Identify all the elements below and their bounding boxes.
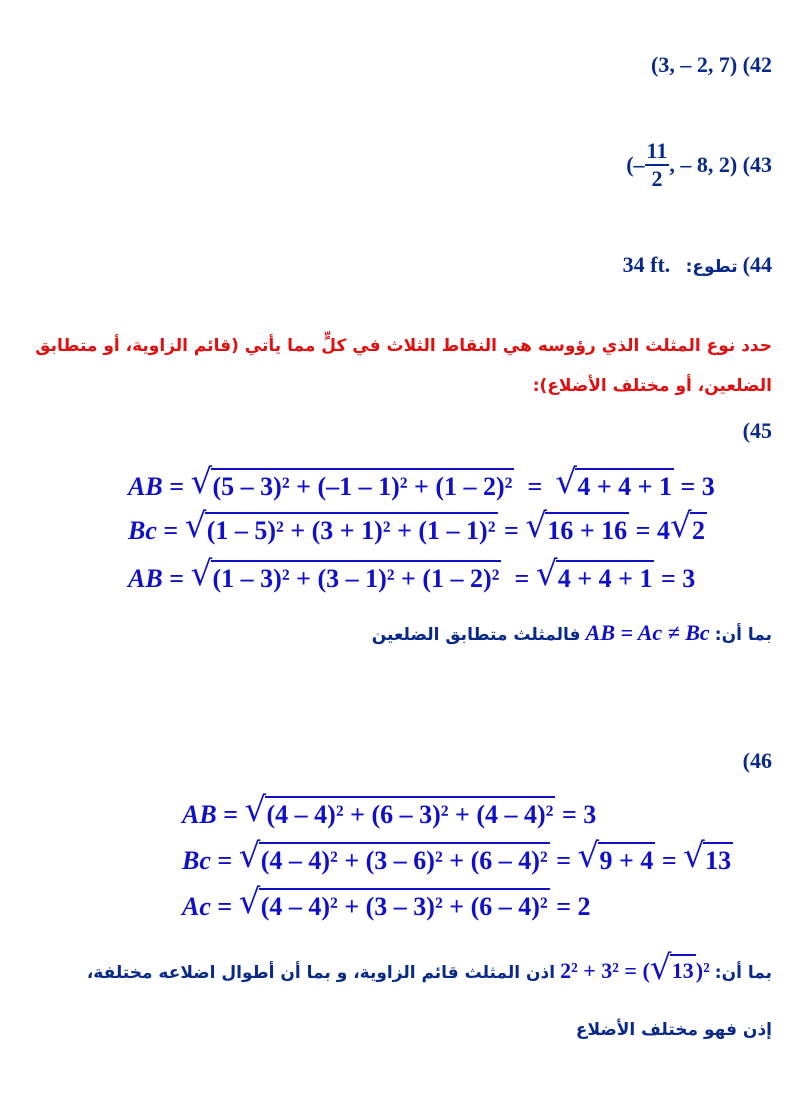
item-42 (651, 52, 772, 78)
answer-44: 34 ft. (622, 252, 671, 277)
q46-equation-3: Ac = √ (4 – 4)² + (3 – 3)² + (6 – 4)² = 2 (182, 888, 591, 922)
answer-42: (3, – 2, 7) (651, 52, 738, 77)
instruction-line-1: حدد نوع المثلث الذي رؤوسه هي النقاط الثلاث في كلٍّ مما يأتي (قائم الزاوية، أو متطابق (35, 336, 772, 356)
number-46: (46 (742, 748, 772, 773)
item-44 (623, 252, 772, 278)
fraction-11-over-2: $\frac{11}{2}$ (646, 138, 668, 191)
instruction-line-2: الضلعين، أو مختلف الأضلاع): (532, 376, 772, 396)
number-42: (42 (742, 52, 772, 77)
q45-equation-1: AB = √ (5 – 3)² + (–1 – 1)² + (1 – 2)² = √ 4 + 4 + 1 = 3 (128, 468, 715, 502)
item-43 (626, 140, 772, 190)
label-44: تطوع: (685, 257, 738, 277)
number-45: (45 (742, 418, 772, 443)
q45-equation-3: AB = √ (1 – 3)² + (3 – 1)² + (1 – 2)² = √ 4 + 4 + 1 = 3 (128, 560, 695, 594)
q46-conclusion: بما أن: 2² + 3² = (√ 13)² اذن المثلث قائم الزاوية، و بما أن أطوال اضلاعه مختلفة، (87, 954, 772, 984)
q46-equation-2: Bc = √ (4 – 4)² + (3 – 6)² + (6 – 4)² = √ 9 + 4 = √ 13 (182, 842, 733, 876)
q45-equation-2: Bc = √ (1 – 5)² + (3 + 1)² + (1 – 1)² = √ 16 + 16 = 4√ 2 (128, 512, 707, 546)
q46-equation-1: AB = √ (4 – 4)² + (6 – 3)² + (4 – 4)² = 3 (182, 796, 596, 830)
answer-43-prefix: (– (626, 152, 645, 177)
number-43: (43 (742, 152, 772, 177)
answer-43-suffix: , – 8, 2) (669, 152, 738, 177)
number-44: 44) (742, 252, 772, 277)
q46-final: إذن فهو مختلف الأضلاع (575, 1020, 772, 1040)
q45-conclusion: بما أن: AB = Ac ≠ Bc فالمثلث متطابق الضلعين (371, 620, 772, 645)
